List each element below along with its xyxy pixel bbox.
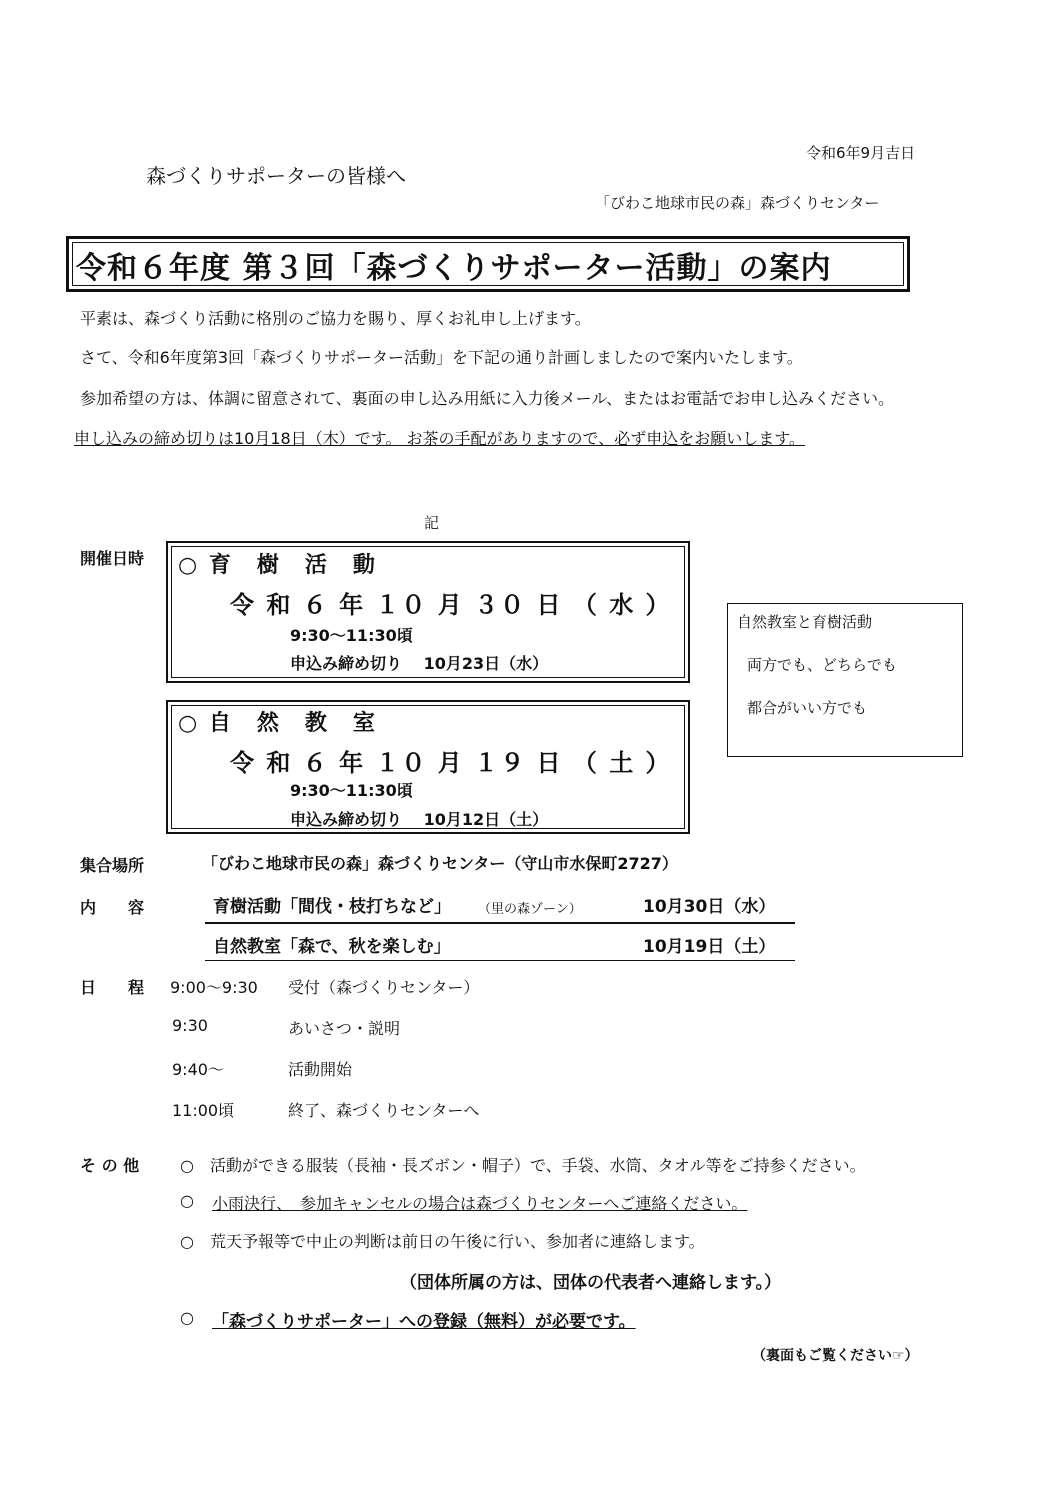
schedule-desc: 受付（森づくりセンター）: [288, 978, 480, 997]
side-note-line: 両方でも、どちらでも: [747, 656, 897, 674]
label-content: 内 容: [80, 898, 145, 917]
event-time: 9:30～11:30頃: [290, 781, 413, 800]
intro-paragraph-2: さて、令和6年度第3回「森づくりサポーター活動」を下記の通り計画しましたので案内いたします。: [80, 348, 803, 367]
schedule-time: 9:00～9:30: [170, 978, 258, 997]
intro-paragraph-1: 平素は、森づくり活動に格別のご協力を賜り、厚くお礼申し上げます。: [80, 309, 591, 328]
content-title: 自然教室「森で、秋を楽しむ」: [213, 937, 451, 957]
label-other: そ の 他: [80, 1156, 140, 1175]
content-note: （里の森ゾーン）: [478, 902, 582, 917]
content-date: 10月30日（水）: [643, 897, 776, 917]
event-deadline: 申込み締め切り 10月12日（土）: [290, 810, 549, 829]
note-clothing: ○ 活動ができる服装（長袖・長ズボン・帽子）で、手袋、水筒、タオル等をご持参ください。: [180, 1156, 866, 1175]
place-value: 「びわこ地球市民の森」森づくりセンター（守山市水保町2727）: [202, 854, 678, 873]
note-bullet: ○: [180, 1308, 194, 1327]
schedule-desc: 活動開始: [288, 1060, 353, 1079]
schedule-time: 9:40～: [172, 1060, 224, 1079]
note-registration: 「森づくりサポーター」への登録（無料）が必要です。: [212, 1312, 636, 1332]
schedule-desc: 終了、森づくりセンターへ: [288, 1101, 480, 1120]
event-name: ○ 育 樹 活 動: [178, 553, 377, 578]
side-note-line: 自然教室と育樹活動: [737, 613, 873, 631]
note-bullet: ○: [180, 1191, 194, 1210]
event-date: 令 和 ６ 年 １０ 月 ３０ 日 （ 水 ）: [230, 591, 672, 619]
ki-mark: 記: [424, 514, 440, 532]
sender: 「びわこ地球市民の森」森づくりセンター: [595, 194, 880, 212]
label-datetime: 開催日時: [80, 549, 145, 568]
event-date: 令 和 ６ 年 １０ 月 １９ 日 （ 土 ）: [230, 749, 672, 777]
content-divider: [205, 960, 795, 961]
schedule-desc: あいさつ・説明: [288, 1019, 401, 1038]
label-schedule: 日 程: [80, 978, 145, 997]
note-weather: ○ 荒天予報等で中止の判断は前日の午後に行い、参加者に連絡します。: [180, 1232, 705, 1251]
event-deadline: 申込み締め切り 10月23日（水）: [290, 654, 549, 673]
schedule-time: 11:00頃: [172, 1101, 235, 1120]
addressee: 森づくりサポーターの皆様へ: [146, 164, 406, 188]
event-time: 9:30～11:30頃: [290, 626, 413, 645]
page-title: 令和６年度 第３回「森づくりサポーター活動」の案内: [76, 251, 832, 286]
content-date: 10月19日（土）: [643, 937, 776, 957]
intro-deadline-note: 申し込みの締め切りは10月18日（木）です。 お茶の手配がありますので、必ず申込をお願いします。: [74, 429, 805, 448]
content-title: 育樹活動「間伐・枝打ちなど」: [213, 897, 451, 917]
content-divider: [205, 922, 795, 924]
note-rain: 小雨決行、 参加キャンセルの場合は森づくりセンターへご連絡ください。: [212, 1194, 748, 1213]
note-group: （団体所属の方は、団体の代表者へ連絡します。）: [400, 1273, 782, 1293]
side-note-line: 都合がいい方でも: [747, 699, 868, 717]
label-place: 集合場所: [80, 856, 145, 875]
event-name: ○ 自 然 教 室: [178, 711, 377, 736]
schedule-time: 9:30: [172, 1016, 208, 1035]
issue-date: 令和6年9月吉日: [806, 144, 916, 162]
footer-note: （裏面もご覧ください☞）: [752, 1348, 919, 1364]
intro-paragraph-3: 参加希望の方は、体調に留意されて、裏面の申し込み用紙に入力後メール、またはお電話でお申し込みください。: [80, 389, 895, 408]
